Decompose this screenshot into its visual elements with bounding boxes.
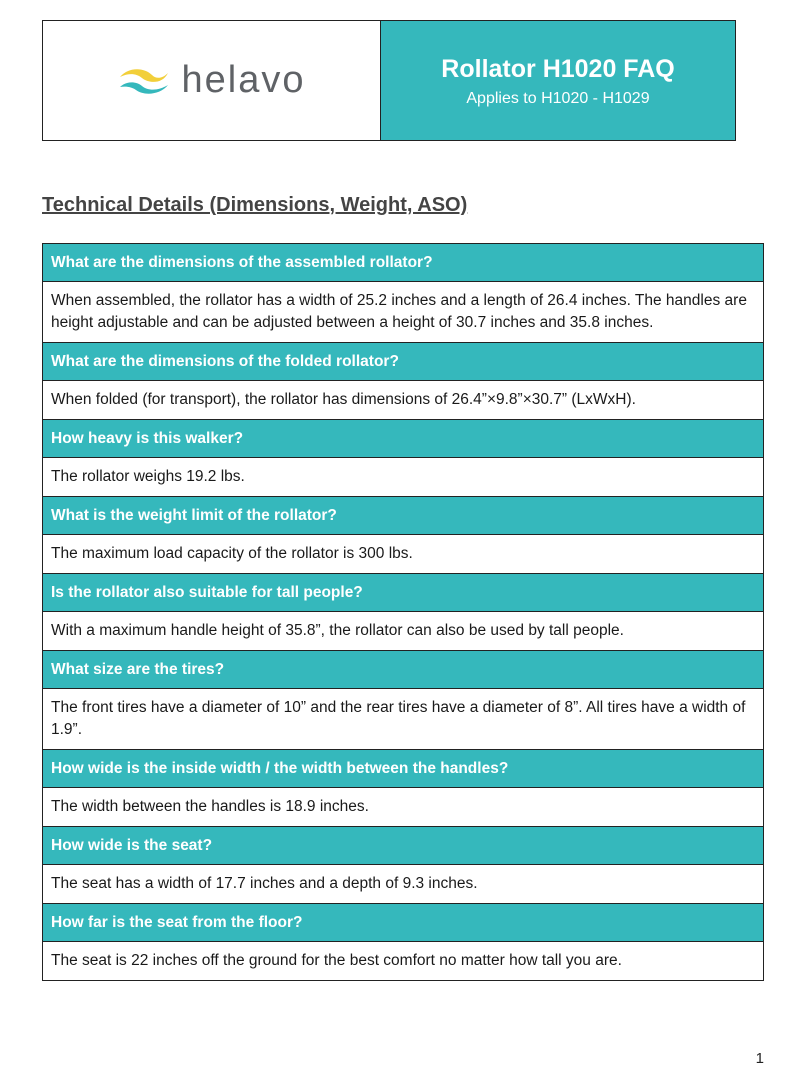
faq-question: Is the rollator also suitable for tall people? <box>43 574 763 612</box>
faq-question: What is the weight limit of the rollator? <box>43 497 763 535</box>
faq-question: What size are the tires? <box>43 651 763 689</box>
faq-question: How wide is the inside width / the width between the handles? <box>43 750 763 788</box>
helavo-logo <box>118 59 306 102</box>
page-number: 1 <box>755 1050 764 1067</box>
logo-cell <box>43 21 381 140</box>
faq-answer: When assembled, the rollator has a width of 25.2 inches and a length of 26.4 inches. The handles are height adjustable and can be adjusted between a height of 30.7 inches and 35.8 inches. <box>43 282 763 343</box>
faq-answer: The maximum load capacity of the rollator is 300 lbs. <box>43 535 763 574</box>
document-title: Rollator H1020 FAQ <box>441 55 675 83</box>
faq-answer: The rollator weighs 19.2 lbs. <box>43 458 763 497</box>
faq-question: What are the dimensions of the assembled rollator? <box>43 244 763 282</box>
faq-question: How wide is the seat? <box>43 827 763 865</box>
faq-answer: The width between the handles is 18.9 inches. <box>43 788 763 827</box>
faq-answer: The seat has a width of 17.7 inches and a depth of 9.3 inches. <box>43 865 763 904</box>
faq-question: How heavy is this walker? <box>43 420 763 458</box>
faq-question: How far is the seat from the floor? <box>43 904 763 942</box>
faq-answer: The front tires have a diameter of 10” and the rear tires have a diameter of 8”. All tires have a width of 1.9”. <box>43 689 763 750</box>
section-title: Technical Details (Dimensions, Weight, ASO) <box>42 194 468 216</box>
faq-question: What are the dimensions of the folded rollator? <box>43 343 763 381</box>
document-subtitle: Applies to H1020 - H1029 <box>466 90 650 107</box>
brand-name: helavo <box>181 59 306 101</box>
faq-answer: With a maximum handle height of 35.8”, the rollator can also be used by tall people. <box>43 612 763 651</box>
faq-answer: When folded (for transport), the rollator has dimensions of 26.4”×9.8”×30.7” (LxWxH). <box>43 381 763 420</box>
helavo-logo-icon <box>118 65 170 97</box>
title-cell <box>381 21 735 140</box>
faq-answer: The seat is 22 inches off the ground for the best comfort no matter how tall you are. <box>43 942 763 980</box>
document-header <box>42 20 736 141</box>
faq-table <box>42 243 764 981</box>
